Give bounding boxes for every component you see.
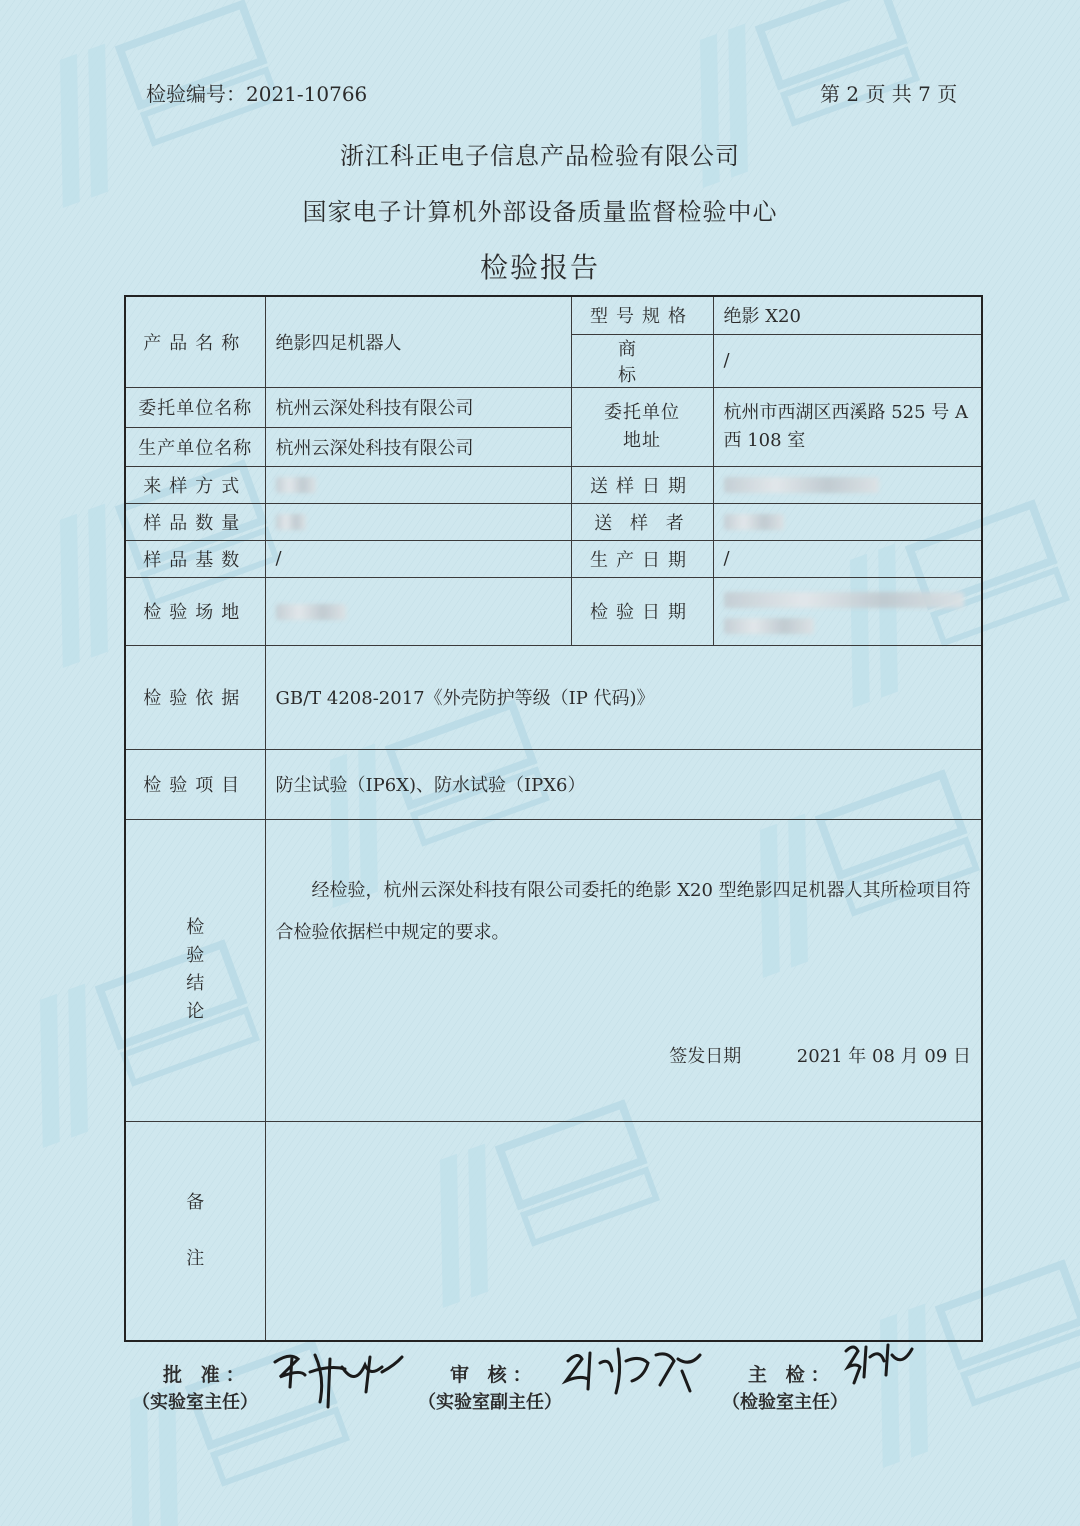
inspect-label: 主 检： bbox=[748, 1364, 836, 1386]
issue-date-line bbox=[669, 1042, 971, 1068]
redacted-block bbox=[724, 514, 784, 530]
conclusion-char: 结 bbox=[186, 973, 205, 994]
client-label: 委托单位名称 bbox=[125, 387, 265, 427]
approve-label: 批 准： bbox=[163, 1364, 251, 1386]
page-indicator: 第 2 页 共 7 页 bbox=[820, 82, 958, 106]
conclusion-text: 经检验，杭州云深处科技有限公司委托的绝影 X20 型绝影四足机器人其所检项目符合检验依据栏中规定的要求。 bbox=[275, 880, 971, 943]
production-date-label: 生产日期 bbox=[571, 540, 713, 577]
review-signature bbox=[560, 1341, 710, 1403]
conclusion-char: 论 bbox=[186, 1001, 205, 1022]
trademark-value: / bbox=[713, 334, 982, 387]
test-items-value: 防尘试验（IP6X)、防水试验（IPX6） bbox=[265, 749, 982, 819]
sampling-method-value bbox=[265, 466, 571, 503]
test-site-value bbox=[265, 577, 571, 645]
sample-base-value: / bbox=[265, 540, 571, 577]
manufacturer-value: 杭州云深处科技有限公司 bbox=[265, 427, 571, 466]
remarks-char: 备 bbox=[186, 1191, 205, 1213]
client-address-label-line2: 地址 bbox=[623, 429, 661, 451]
test-date-value bbox=[713, 577, 982, 645]
report-title: 检验报告 bbox=[479, 251, 600, 284]
center-name: 国家电子计算机外部设备质量监督检验中心 bbox=[302, 198, 778, 226]
issue-date-label: 签发日期 bbox=[669, 1046, 742, 1067]
manufacturer-label: 生产单位名称 bbox=[125, 427, 265, 466]
redacted-block bbox=[724, 618, 814, 634]
client-value: 杭州云深处科技有限公司 bbox=[265, 387, 571, 427]
remarks-value bbox=[265, 1121, 982, 1341]
production-date-value: / bbox=[713, 540, 982, 577]
inspect-role: （检验室主任） bbox=[722, 1392, 848, 1413]
test-basis-label: 检验依据 bbox=[125, 645, 265, 749]
client-address-value: 杭州市西湖区西溪路 525 号 A 西 108 室 bbox=[713, 387, 982, 466]
redacted-block bbox=[276, 477, 316, 493]
model-label: 型号规格 bbox=[571, 296, 713, 334]
sample-base-label: 样品基数 bbox=[125, 540, 265, 577]
product-name-value: 绝影四足机器人 bbox=[265, 296, 571, 387]
redacted-block bbox=[724, 592, 964, 608]
signature-row bbox=[0, 1355, 1080, 1435]
client-address-label bbox=[571, 387, 713, 466]
test-site-label: 检验场地 bbox=[125, 577, 265, 645]
organization-name: 浙江科正电子信息产品检验有限公司 bbox=[340, 142, 740, 170]
product-name-label: 产品名称 bbox=[125, 296, 265, 387]
delivery-date-value bbox=[713, 466, 982, 503]
redacted-block bbox=[724, 477, 879, 493]
remarks-label bbox=[125, 1121, 265, 1341]
conclusion-char: 验 bbox=[186, 945, 205, 966]
review-label: 审 核： bbox=[450, 1364, 538, 1386]
test-items-label: 检验项目 bbox=[125, 749, 265, 819]
delivery-date-label: 送样日期 bbox=[571, 466, 713, 503]
conclusion-char: 检 bbox=[186, 917, 205, 938]
issue-date-value: 2021 年 08 月 09 日 bbox=[796, 1046, 971, 1067]
remarks-char: 注 bbox=[186, 1247, 205, 1269]
test-basis-value: GB/T 4208-2017《外壳防护等级（IP 代码)》 bbox=[265, 645, 982, 749]
report-table bbox=[124, 295, 983, 1342]
sample-qty-value bbox=[265, 503, 571, 540]
trademark-label: 商 标 bbox=[571, 334, 713, 387]
report-number: 检验编号：2021-10766 bbox=[146, 82, 368, 106]
conclusion-cell bbox=[265, 819, 982, 1121]
redacted-block bbox=[276, 604, 346, 620]
conclusion-label bbox=[125, 819, 265, 1121]
model-value: 绝影 X20 bbox=[713, 296, 982, 334]
sampling-method-label: 来样方式 bbox=[125, 466, 265, 503]
sample-qty-label: 样品数量 bbox=[125, 503, 265, 540]
delivered-by-label: 送 样 者 bbox=[571, 503, 713, 540]
inspect-signature bbox=[840, 1337, 920, 1387]
approve-role: （实验室主任） bbox=[132, 1392, 258, 1413]
client-address-label-line1: 委托单位 bbox=[604, 401, 680, 423]
test-date-label: 检验日期 bbox=[571, 577, 713, 645]
review-role: （实验室副主任） bbox=[418, 1392, 562, 1413]
redacted-block bbox=[276, 514, 306, 530]
approve-signature bbox=[270, 1347, 410, 1419]
delivered-by-value bbox=[713, 503, 982, 540]
